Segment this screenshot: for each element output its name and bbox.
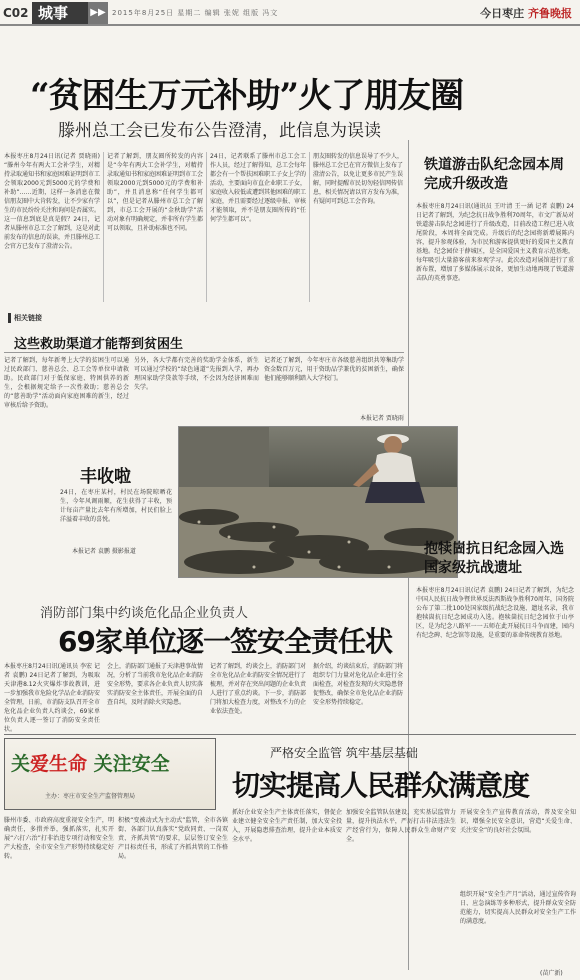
section3-body-col4: 加强安全监管队伍建设，充实基层监管力量，提升执法水平，严厉打击非法违法生产经营行为，保障人民群众生命财产安全。 xyxy=(346,809,456,843)
newspaper-brand xyxy=(480,5,572,21)
divider xyxy=(4,352,404,353)
brand-name: 齐鲁晚报 xyxy=(528,7,572,20)
section3-body-col5: 开展安全生产宣传教育活动，普及安全知识，增强全民安全意识，营造“关爱生命、关注安全”的良好社会氛围。 xyxy=(460,809,576,834)
related-link-label: 相关链接 xyxy=(8,313,42,323)
sidebar1-headline: 铁道游击队纪念园本周完成升级改造 xyxy=(424,157,564,192)
section-label: 城事 xyxy=(32,2,88,24)
photo-caption-title: 丰收啦 xyxy=(80,467,131,487)
banner-prefix: 关 xyxy=(11,753,31,775)
section2-headline: 69家单位逐一签安全责任状 xyxy=(58,625,392,658)
column-divider xyxy=(309,152,310,302)
section2-body-col1: 本报枣庄8月24日讯(通讯员 李宏 记者 袁鹏) 24日记者了解到，为吸取天津港8.12火灾爆炸事故教训，进一步加强我市危险化学品企业消防安全管理，日前，市消防支队召开全市危化品企业负责人约谈会，69家单位负责人逐一签订了消防安全责任状。 xyxy=(4,663,100,732)
lead-subhead: 滕州总工会已发布公告澄清，此信息为误读 xyxy=(58,121,381,141)
section2-body-col3: 记者了解到，约谈会上，消防部门对全市危化品企业消防安全情况进行了梳理，并对存在突出问题的企业负责人进行了重点约谈。下一步，消防部门将加大检查力度，对整改不力的企业依法查处。 xyxy=(210,663,306,715)
safety-banner xyxy=(4,738,216,810)
lead-body-col2: 记者了解到，朋友圈所转发的内容是“今年有两大工会补学生，对精持录取通知书和家庭困难证明到市工会领取2000元到5000元的学费和补助”，并且消息称“任何学生都可以”，但是记者从滕州市总工会了解到，市总工会开展的“金秋助学”活动对象有明确规定，并非所有学生都可以领取，且补助标准也不同。 xyxy=(107,153,203,232)
lead-body-col1: 本报枣庄8月24日讯(记者 贾晓雨) “滕州今年有两大工会补学生，对精持录取通知书和家庭困难证明到市工会领取2000元到5000元的学费和补助”……近期，这样一条消息在微信朋友圈中大肯转发，让不少家有学生的市民纷纷关注和询问是否属实。这一信息到底是真是假？24日，记者从滕州市总工会了解到，这是对此前发布的信息的误读，并且滕州总工会官方已发布了澄清公告。 xyxy=(4,153,100,250)
divider xyxy=(4,734,576,735)
page-header xyxy=(0,0,580,26)
sidebar2-headline: 抱犊崮抗日纪念园入选国家级抗战遗址 xyxy=(424,541,564,576)
related-byline: 本报记者 贾晓雨 xyxy=(360,415,404,422)
section3-kicker: 严格安全监管 筑牢基层基础 xyxy=(270,746,418,760)
section3-end-note: (苗广新) xyxy=(540,970,563,977)
section2-kicker: 消防部门集中约谈危化品企业负责人 xyxy=(40,606,249,621)
banner-slogan xyxy=(11,749,170,776)
lead-body-col4: 朋友圈转发的信息误导了不少人，滕州总工会已在官方微信上发布了澄清公告，以免让更多市民产生误解，同时提醒市民切勿轻信网传信息，相关情况请以官方发布为准，有疑问可到总工会咨询。 xyxy=(313,153,403,205)
section2-body-col4: 据介绍，约谈结束后，消防部门将组织专门力量对危化品企业进行全面检查，对检查发现的火灾隐患督促整改，确保全市危化品企业消防安全形势持续稳定。 xyxy=(313,663,403,706)
section3-headline: 切实提高人民群众满意度 xyxy=(232,769,530,802)
photo-credit: 本报记者 袁鹏 摄影报道 xyxy=(72,548,136,555)
lead-body-col3: 24日，记者联系了滕州市总工会工作人员，经过了解得知，总工会每年都会有一个帮扶困难职工子女上学的活动，主要面向市直企业职工子女，家庭收入较低或遭到其他困难的职工家庭，并且需要经过逐级申报、审核才能领取，并不是朋友圈所传的“任何学生都可以”。 xyxy=(210,153,306,223)
section3-body-col2: 积极“变被动式为主动式”监管，全市各镇街、各部门认真落实“党政同责、一岗双责、齐抓共管”的要求，层层签订安全生产目标责任书，形成了齐抓共管的工作格局。 xyxy=(118,817,228,860)
banner-sponsor: 主办：枣庄市安全生产监督管理局 xyxy=(45,793,136,800)
lead-headline: “贫困生万元补助”火了朋友圈 xyxy=(30,76,464,116)
section3-body-col3: 抓好企业安全生产主体责任落实，督促企业建立健全安全生产责任制，加大安全投入，开展隐患排查治理，提升企业本质安全水平。 xyxy=(232,809,342,843)
related-body-col3: 记者还了解到，今年枣庄市各级慈善组织共筹集助学资金数百万元，用于资助品学兼优的贫困新生，确保他们能够顺利踏入大学校门。 xyxy=(264,357,404,382)
banner-green-text: 关注安全 xyxy=(93,753,170,775)
related-headline: 这些救助渠道才能帮到贫困生 xyxy=(14,337,184,352)
sidebar1-body: 本报枣庄8月24日讯(通讯员 王叶清 王一涵 记者 袁鹏) 24日记者了解到，为纪念抗日战争胜利70周年，市文广新局对铁道游击队纪念园进行了升级改造，目前改造工程已进入收尾阶段，本周将全面完成。升级后的纪念园将新增展陈内容，提升参观体验，为市民和游客提供更好的爱国主义教育基地。纪念园位于薛城区，是全国爱国主义教育示范基地，每年吸引大量游客前来参观学习。此次改造对展馆进行了重新布置，增加了多媒体展示设备，更加生动地再现了铁道游击队的英勇事迹。 xyxy=(416,203,574,282)
section-arrow-icon: ▶▶ xyxy=(88,2,108,24)
photo-caption-text: 24日，在枣庄某村，村民在场院晾晒花生，今年风调雨顺，花生获得了丰收，预计每亩产量比去年有所增加，村民们脸上洋溢着丰收的喜悦。 xyxy=(60,489,172,523)
column-divider xyxy=(103,152,104,302)
section3-body-col6: 组织开展“安全生产月”活动，通过宣传咨询日、应急演练等多种形式，提升群众安全防范能力，切实提高人民群众对安全生产工作的满意度。 xyxy=(460,891,576,925)
page-number: C02 xyxy=(3,6,29,20)
related-body-col2: 另外，各大学都有完善的奖助学金体系，新生可以通过学校的“绿色通道”先报到入学，再办理国家助学贷款等手续，不会因为经济困难而失学。 xyxy=(134,357,259,391)
brand-prefix: 今日枣庄 xyxy=(480,7,525,20)
section3-body-col1: 滕州市委、市政府高度重视安全生产，明确责任，多措并举，强抓落实，扎实开展“六打六治”打非治违专项行动和安全生产大检查，全市安全生产形势持续稳定好转。 xyxy=(4,817,114,860)
issue-meta: 2015年8月25日 星期二 编辑 张妮 组版 冯文 xyxy=(112,9,279,17)
related-body-col1: 记者了解到，每年新考上大学的贫困生可以通过民政部门、慈善总会、总工会等单位申请救助。民政部门对于低保家庭、特困供养的新生，会根据规定给予一次性救助；慈善总会的“慈善助学”活动面向家庭困难的新生，经过审核后给予资助。 xyxy=(4,357,129,409)
banner-red-text: 爱生命 xyxy=(30,753,88,775)
sidebar2-body: 本报枣庄8月24日讯(记者 袁鹏) 24日记者了解到，为纪念中国人民抗日战争暨世界反法西斯战争胜利70周年，国务院公布了第二批100处国家级抗战纪念设施、遗址名录，我市抱犊崮抗日纪念园成功入选。抱犊崮抗日纪念园位于山亭区，是为纪念八路军一一五师在此开展抗日斗争而建，园内有纪念碑、纪念馆等设施，是重要的革命传统教育基地。 xyxy=(416,587,574,639)
section2-body-col2: 会上，消防部门通报了天津港事故情况，分析了当前我市危化品企业消防安全形势，要求各企业负责人切实落实消防安全主体责任，开展全面的自查自纠，及时消除火灾隐患。 xyxy=(107,663,203,706)
column-divider xyxy=(206,152,207,302)
